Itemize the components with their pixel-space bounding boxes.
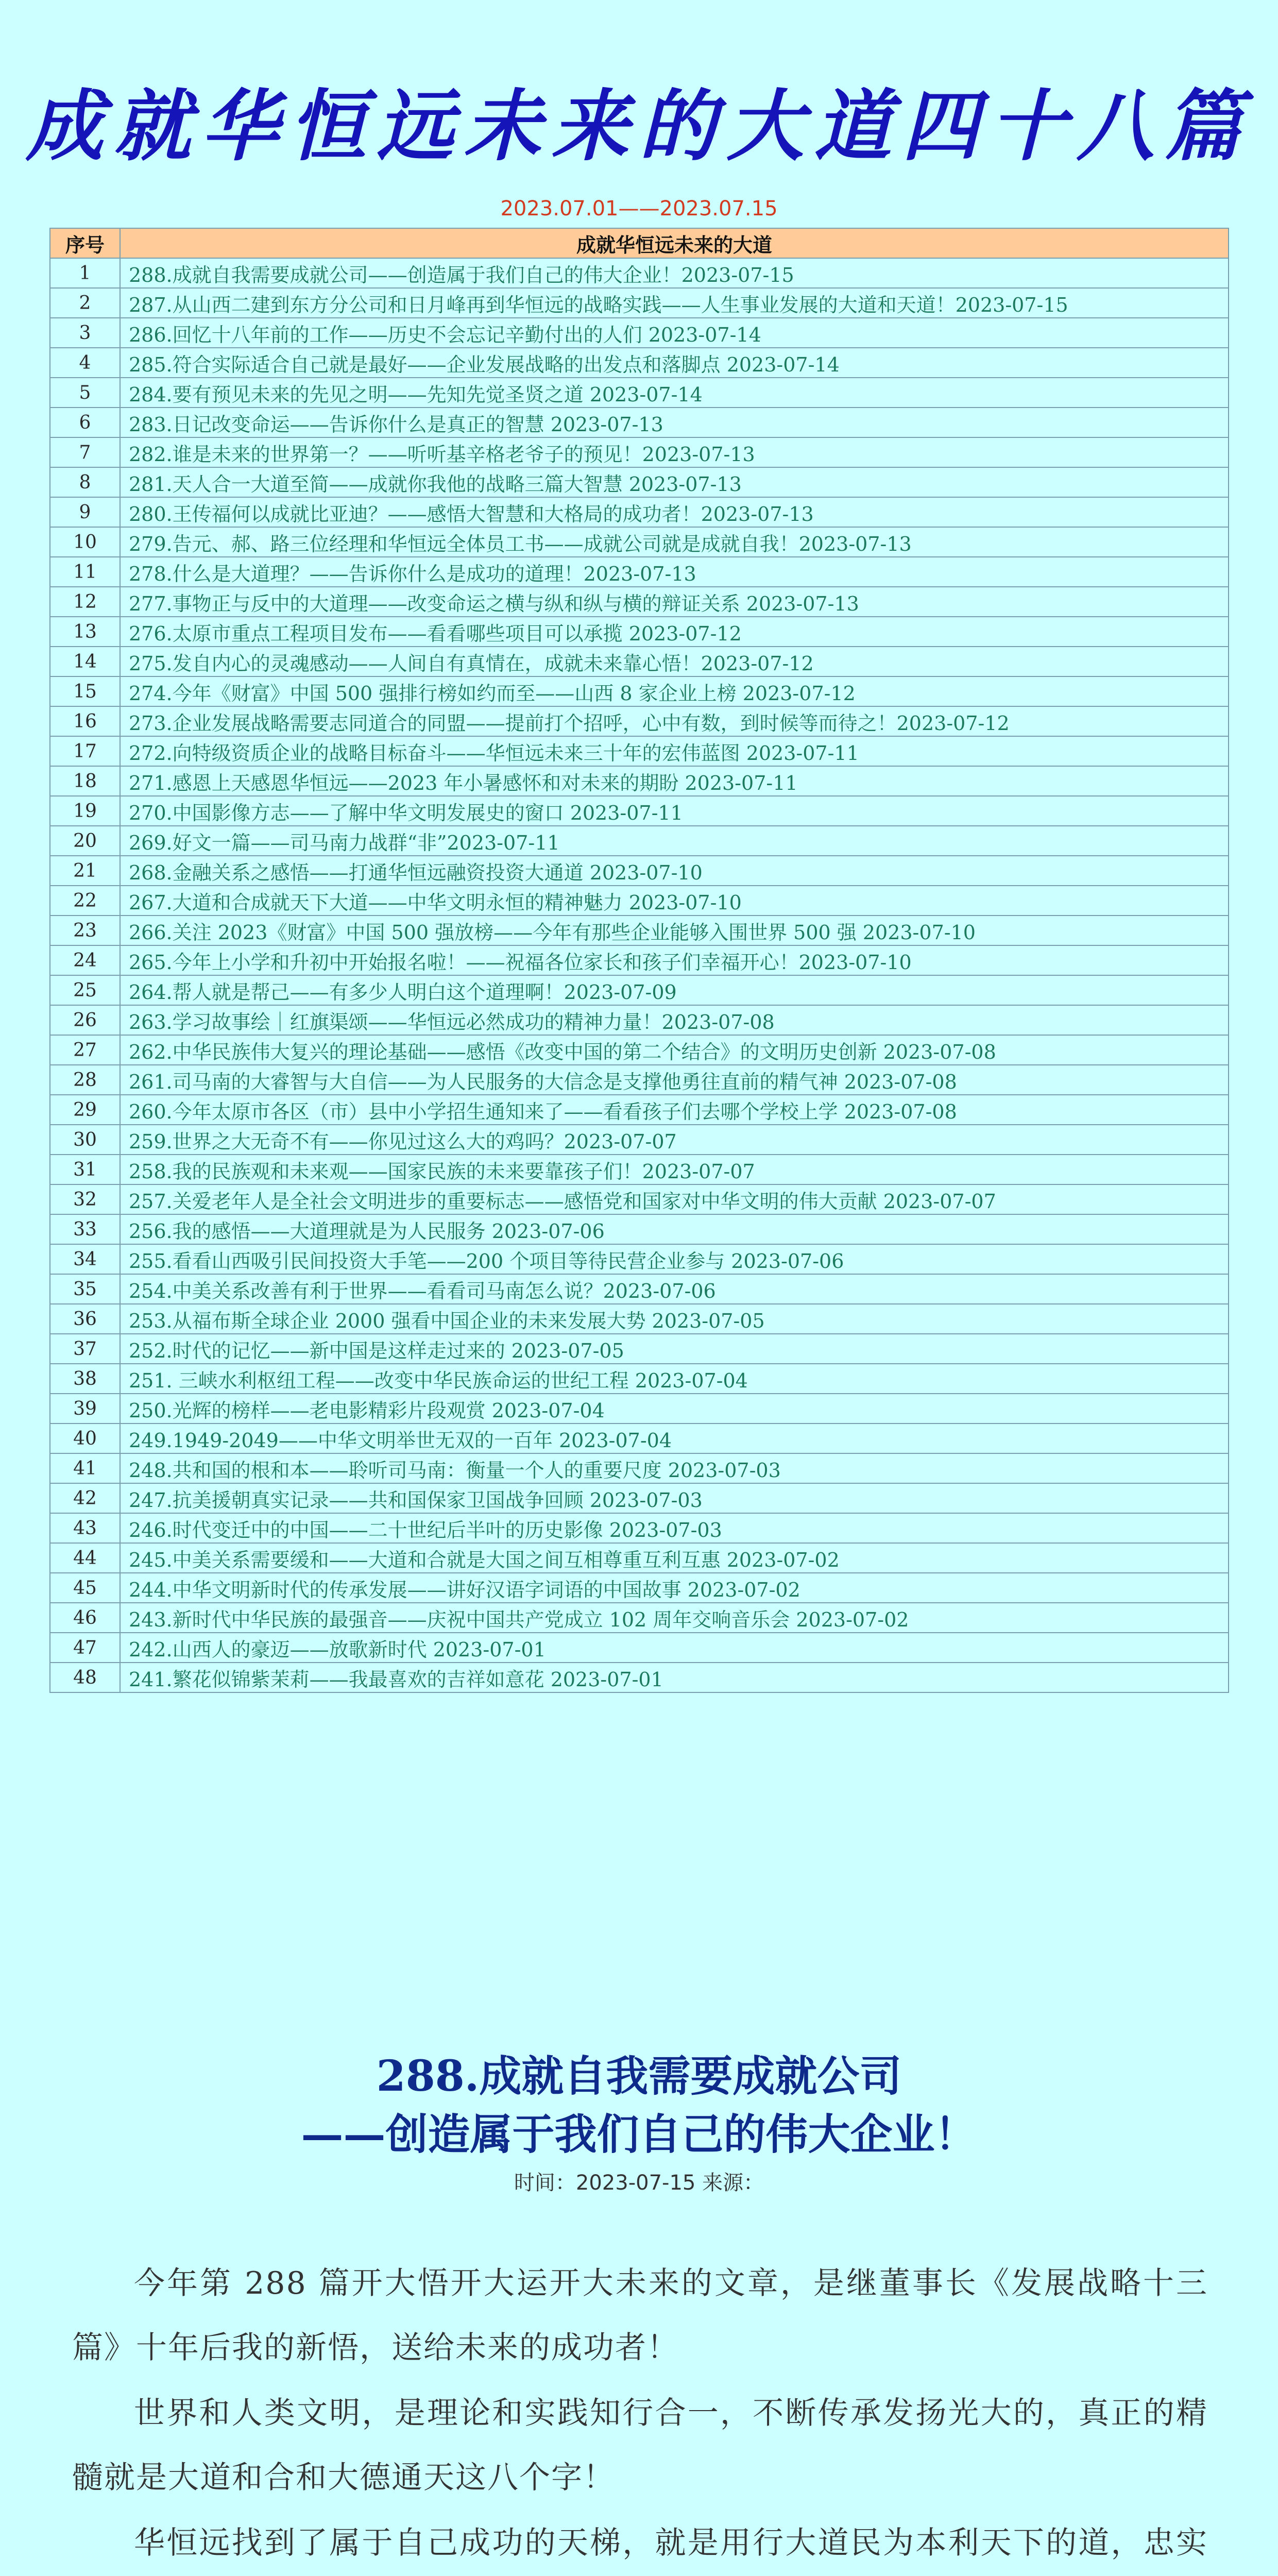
row-number: 19 [50, 796, 120, 826]
article-link[interactable]: 265.今年上小学和升初中开始报名啦！——祝福各位家长和孩子们幸福开心！2023-07-10 [120, 945, 1229, 975]
table-row [50, 408, 1229, 437]
article-link[interactable]: 249.1949-2049——中华文明举世无双的一百年 2023-07-04 [120, 1423, 1229, 1453]
article-link[interactable]: 269.好文一篇——司马南力战群“非”2023-07-11 [120, 826, 1229, 856]
table-row [50, 1483, 1229, 1513]
article-link[interactable]: 288.成就自我需要成就公司——创造属于我们自己的伟大企业！2023-07-15 [120, 258, 1229, 288]
table-row [50, 318, 1229, 348]
table-row [50, 1304, 1229, 1334]
row-number: 40 [50, 1423, 120, 1453]
table-row [50, 617, 1229, 647]
table-row [50, 1423, 1229, 1453]
row-number: 36 [50, 1304, 120, 1334]
row-number: 17 [50, 736, 120, 766]
article-link[interactable]: 260.今年太原市各区（市）县中小学招生通知来了——看看孩子们去哪个学校上学 2023-07-08 [120, 1095, 1229, 1125]
article-meta: 时间：2023-07-15 来源： [514, 2171, 764, 2195]
row-number: 2 [50, 288, 120, 318]
table-row [50, 1543, 1229, 1573]
table-row [50, 587, 1229, 617]
table-row [50, 437, 1229, 467]
article-link[interactable]: 256.我的感悟——大道理就是为人民服务 2023-07-06 [120, 1214, 1229, 1244]
article-link[interactable]: 282.谁是未来的世界第一？——听听基辛格老爷子的预见！2023-07-13 [120, 437, 1229, 467]
article-link[interactable]: 243.新时代中华民族的最强音——庆祝中国共产党成立 102 周年交响音乐会 2023-07-02 [120, 1603, 1229, 1633]
row-number: 3 [50, 318, 120, 348]
article-link[interactable]: 273.企业发展战略需要志同道合的同盟——提前打个招呼，心中有数，到时候等而待之！2023-07-12 [120, 706, 1229, 736]
article-title-line1: 288.成就自我需要成就公司 [376, 2052, 902, 2101]
table-row [50, 348, 1229, 378]
table-row [50, 1214, 1229, 1244]
row-number: 27 [50, 1035, 120, 1065]
row-number: 13 [50, 617, 120, 647]
article-link[interactable]: 251. 三峡水利枢纽工程——改变中华民族命运的世纪工程 2023-07-04 [120, 1364, 1229, 1394]
table-row [50, 676, 1229, 706]
article-link[interactable]: 241.繁花似锦紫茉莉——我最喜欢的吉祥如意花 2023-07-01 [120, 1663, 1229, 1692]
page-title: 成就华恒远未来的大道四十八篇 [26, 81, 1252, 172]
table-row [50, 1244, 1229, 1274]
article-link[interactable]: 276.太原市重点工程项目发布——看看哪些项目可以承揽 2023-07-12 [120, 617, 1229, 647]
table-row [50, 378, 1229, 408]
date-range: 2023.07.01——2023.07.15 [500, 197, 778, 221]
column-header-title: 成就华恒远未来的大道 [120, 228, 1229, 258]
row-number: 1 [50, 258, 120, 288]
table-row [50, 766, 1229, 796]
article-link[interactable]: 252.时代的记忆——新中国是这样走过来的 2023-07-05 [120, 1334, 1229, 1364]
row-number: 25 [50, 975, 120, 1005]
table-row [50, 1184, 1229, 1214]
article-link[interactable]: 248.共和国的根和本——聆听司马南：衡量一个人的重要尺度 2023-07-03 [120, 1453, 1229, 1483]
row-number: 22 [50, 886, 120, 916]
table-row [50, 1603, 1229, 1633]
table-row [50, 288, 1229, 318]
row-number: 42 [50, 1483, 120, 1513]
table-row [50, 258, 1229, 288]
table-row [50, 1125, 1229, 1155]
article-index-table [49, 228, 1229, 1693]
row-number: 44 [50, 1543, 120, 1573]
row-number: 38 [50, 1364, 120, 1394]
article-link[interactable]: 281.天人合一大道至简——成就你我他的战略三篇大智慧 2023-07-13 [120, 467, 1229, 497]
article-link[interactable]: 283.日记改变命运——告诉你什么是真正的智慧 2023-07-13 [120, 408, 1229, 437]
row-number: 30 [50, 1125, 120, 1155]
article-link[interactable]: 277.事物正与反中的大道理——改变命运之横与纵和纵与横的辩证关系 2023-07-13 [120, 587, 1229, 617]
article-link[interactable]: 253.从福布斯全球企业 2000 强看中国企业的未来发展大势 2023-07-05 [120, 1304, 1229, 1334]
row-number: 33 [50, 1214, 120, 1244]
article-link[interactable]: 266.关注 2023《财富》中国 500 强放榜——今年有那些企业能够入围世界 500 强 2023-07-10 [120, 916, 1229, 945]
table-row [50, 557, 1229, 587]
article-title-line2: ——创造属于我们自己的伟大企业！ [301, 2110, 977, 2159]
row-number: 21 [50, 856, 120, 886]
row-number: 11 [50, 557, 120, 587]
article-link[interactable]: 254.中美关系改善有利于世界——看看司马南怎么说？2023-07-06 [120, 1274, 1229, 1304]
table-row [50, 945, 1229, 975]
row-number: 48 [50, 1663, 120, 1692]
article-link[interactable]: 268.金融关系之感悟——打通华恒远融资投资大通道 2023-07-10 [120, 856, 1229, 886]
article-link[interactable]: 242.山西人的豪迈——放歌新时代 2023-07-01 [120, 1633, 1229, 1663]
table-row [50, 886, 1229, 916]
table-row [50, 1095, 1229, 1125]
article-link[interactable]: 244.中华文明新时代的传承发展——讲好汉语字词语的中国故事 2023-07-02 [120, 1573, 1229, 1603]
table-row [50, 1633, 1229, 1663]
row-number: 26 [50, 1005, 120, 1035]
row-number: 24 [50, 945, 120, 975]
row-number: 4 [50, 348, 120, 378]
table-row [50, 1334, 1229, 1364]
row-number: 32 [50, 1184, 120, 1214]
row-number: 20 [50, 826, 120, 856]
row-number: 37 [50, 1334, 120, 1364]
table-row [50, 1663, 1229, 1692]
table-row [50, 647, 1229, 676]
article-link[interactable]: 250.光辉的榜样——老电影精彩片段观赏 2023-07-04 [120, 1394, 1229, 1423]
table-row [50, 856, 1229, 886]
row-number: 18 [50, 766, 120, 796]
row-number: 47 [50, 1633, 120, 1663]
article-paragraph: 今年第 288 篇开大悟开大运开大未来的文章，是继董事长《发展战略十三篇》十年后我的新悟，送给未来的成功者！ [72, 2265, 1208, 2366]
table-row [50, 1065, 1229, 1095]
table-row [50, 527, 1229, 557]
article-link[interactable]: 261.司马南的大睿智与大自信——为人民服务的大信念是支撑他勇往直前的精气神 2023-07-08 [120, 1065, 1229, 1095]
article-link[interactable]: 270.中国影像方志——了解中华文明发展史的窗口 2023-07-11 [120, 796, 1229, 826]
table-row [50, 497, 1229, 527]
article-link[interactable]: 245.中美关系需要缓和——大道和合就是大国之间互相尊重互利互惠 2023-07-02 [120, 1543, 1229, 1573]
row-number: 39 [50, 1394, 120, 1423]
table-row [50, 975, 1229, 1005]
row-number: 10 [50, 527, 120, 557]
article-link[interactable]: 286.回忆十八年前的工作——历史不会忘记辛勤付出的人们 2023-07-14 [120, 318, 1229, 348]
article-link[interactable]: 287.从山西二建到东方分公司和日月峰再到华恒远的战略实践——人生事业发展的大道和天道！2023-07-15 [120, 288, 1229, 318]
row-number: 31 [50, 1155, 120, 1184]
table-row [50, 1035, 1229, 1065]
article-link[interactable]: 275.发自内心的灵魂感动——人间自有真情在，成就未来靠心悟！2023-07-12 [120, 647, 1229, 676]
article-link[interactable]: 285.符合实际适合自己就是最好——企业发展战略的出发点和落脚点 2023-07-14 [120, 348, 1229, 378]
article-link[interactable]: 247.抗美援朝真实记录——共和国保家卫国战争回顾 2023-07-03 [120, 1483, 1229, 1513]
row-number: 7 [50, 437, 120, 467]
table-row [50, 1453, 1229, 1483]
article-link[interactable]: 271.感恩上天感恩华恒远——2023 年小暑感怀和对未来的期盼 2023-07-11 [120, 766, 1229, 796]
table-row [50, 1364, 1229, 1394]
table-row [50, 1005, 1229, 1035]
table-row [50, 467, 1229, 497]
row-number: 43 [50, 1513, 120, 1543]
article-link[interactable]: 279.告元、郝、路三位经理和华恒远全体员工书——成就公司就是成就自我！2023-07-13 [120, 527, 1229, 557]
row-number: 16 [50, 706, 120, 736]
table-row [50, 1274, 1229, 1304]
row-number: 5 [50, 378, 120, 408]
row-number: 28 [50, 1065, 120, 1095]
table-row [50, 796, 1229, 826]
table-row [50, 916, 1229, 945]
table-header-row [50, 228, 1229, 258]
article-link[interactable]: 280.王传福何以成就比亚迪？——感悟大智慧和大格局的成功者！2023-07-13 [120, 497, 1229, 527]
article-link[interactable]: 264.帮人就是帮己——有多少人明白这个道理啊！2023-07-09 [120, 975, 1229, 1005]
table-row [50, 1573, 1229, 1603]
article-link[interactable]: 263.学习故事绘｜红旗渠颂——华恒远必然成功的精神力量！2023-07-08 [120, 1005, 1229, 1035]
article-link[interactable]: 267.大道和合成就天下大道——中华文明永恒的精神魅力 2023-07-10 [120, 886, 1229, 916]
article-link[interactable]: 262.中华民族伟大复兴的理论基础——感悟《改变中国的第二个结合》的文明历史创新 2023-07-08 [120, 1035, 1229, 1065]
row-number: 8 [50, 467, 120, 497]
row-number: 34 [50, 1244, 120, 1274]
table-row [50, 1155, 1229, 1184]
article-paragraph: 华恒远找到了属于自己成功的天梯，就是用行大道民为本利天下的道，忠实 [134, 2525, 1208, 2561]
row-number: 29 [50, 1095, 120, 1125]
article-paragraph: 世界和人类文明，是理论和实践知行合一，不断传承发扬光大的，真正的精髓就是大道和合和大德通天这八个字！ [72, 2395, 1208, 2496]
article-link[interactable]: 274.今年《财富》中国 500 强排行榜如约而至——山西 8 家企业上榜 2023-07-12 [120, 676, 1229, 706]
article-link[interactable]: 258.我的民族观和未来观——国家民族的未来要靠孩子们！2023-07-07 [120, 1155, 1229, 1184]
article-link[interactable]: 284.要有预见未来的先见之明——先知先觉圣贤之道 2023-07-14 [120, 378, 1229, 408]
row-number: 23 [50, 916, 120, 945]
row-number: 35 [50, 1274, 120, 1304]
row-number: 9 [50, 497, 120, 527]
article-link[interactable]: 246.时代变迁中的中国——二十世纪后半叶的历史影像 2023-07-03 [120, 1513, 1229, 1543]
table-row [50, 706, 1229, 736]
row-number: 45 [50, 1573, 120, 1603]
row-number: 12 [50, 587, 120, 617]
row-number: 46 [50, 1603, 120, 1633]
table-row [50, 736, 1229, 766]
article-link[interactable]: 278.什么是大道理？——告诉你什么是成功的道理！2023-07-13 [120, 557, 1229, 587]
row-number: 41 [50, 1453, 120, 1483]
column-header-number: 序号 [50, 228, 120, 258]
row-number: 15 [50, 676, 120, 706]
table-row [50, 1394, 1229, 1423]
table-row [50, 1513, 1229, 1543]
article-link[interactable]: 272.向特级资质企业的战略目标奋斗——华恒远未来三十年的宏伟蓝图 2023-07-11 [120, 736, 1229, 766]
article-link[interactable]: 259.世界之大无奇不有——你见过这么大的鸡吗？2023-07-07 [120, 1125, 1229, 1155]
row-number: 14 [50, 647, 120, 676]
table-row [50, 826, 1229, 856]
row-number: 6 [50, 408, 120, 437]
article-link[interactable]: 255.看看山西吸引民间投资大手笔——200 个项目等待民营企业参与 2023-07-06 [120, 1244, 1229, 1274]
article-link[interactable]: 257.关爱老年人是全社会文明进步的重要标志——感悟党和国家对中华文明的伟大贡献 2023-07-07 [120, 1184, 1229, 1214]
